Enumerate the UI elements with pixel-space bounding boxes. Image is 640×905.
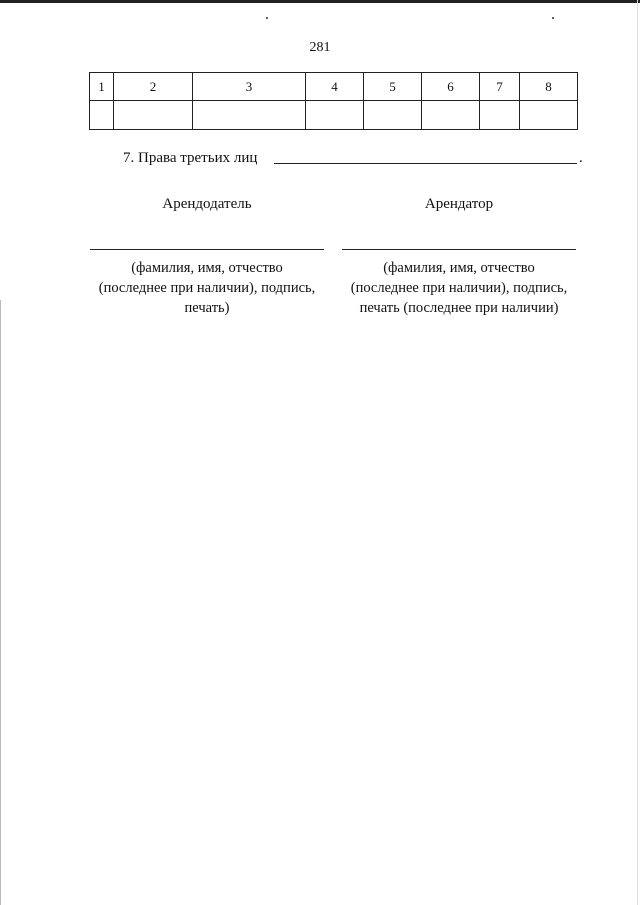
table-cell <box>114 101 193 130</box>
table-header-row <box>90 73 578 101</box>
section-7-label: 7. Права третьих лиц <box>123 150 258 166</box>
landlord-title: Арендодатель <box>162 196 252 212</box>
table-cell <box>480 101 520 130</box>
table-cell <box>306 101 364 130</box>
caption-line: (фамилия, имя, отчество <box>131 260 283 276</box>
caption-line: (последнее при наличии), подпись, <box>350 280 568 296</box>
table-header-cell: 6 <box>422 73 480 101</box>
table-cell <box>520 101 578 130</box>
table-cell <box>422 101 480 130</box>
page-number: 281 <box>309 40 331 55</box>
data-table <box>89 72 578 130</box>
table-header-cell: 7 <box>480 73 520 101</box>
section-7-end-mark: . <box>579 150 583 166</box>
caption-line: печать (последнее при наличии) <box>359 300 559 316</box>
table-header-cell: 1 <box>90 73 114 101</box>
scan-right-edge <box>637 0 638 905</box>
scan-speck <box>552 17 554 19</box>
landlord-signature-line <box>90 249 324 250</box>
third-party-rights-blank-line <box>274 163 577 164</box>
table-header-cell: 5 <box>364 73 422 101</box>
tenant-title: Арендатор <box>424 196 494 212</box>
scan-left-edge <box>0 300 1 905</box>
table-cell <box>90 101 114 130</box>
scan-top-border <box>0 0 640 3</box>
table-header-cell: 8 <box>520 73 578 101</box>
scan-speck <box>266 17 268 19</box>
table-cell <box>364 101 422 130</box>
tenant-signature-line <box>342 249 576 250</box>
table-header-cell: 2 <box>114 73 193 101</box>
caption-line: (фамилия, имя, отчество <box>383 260 535 276</box>
tenant-signature-caption <box>334 258 584 318</box>
landlord-signature-caption <box>82 258 332 318</box>
caption-line: печать) <box>184 300 230 316</box>
caption-line: (последнее при наличии), подпись, <box>98 280 316 296</box>
section-7-third-party-rights <box>123 150 583 170</box>
table-header-cell: 3 <box>193 73 306 101</box>
table-row <box>90 101 578 130</box>
table-cell <box>193 101 306 130</box>
table-header-cell: 4 <box>306 73 364 101</box>
